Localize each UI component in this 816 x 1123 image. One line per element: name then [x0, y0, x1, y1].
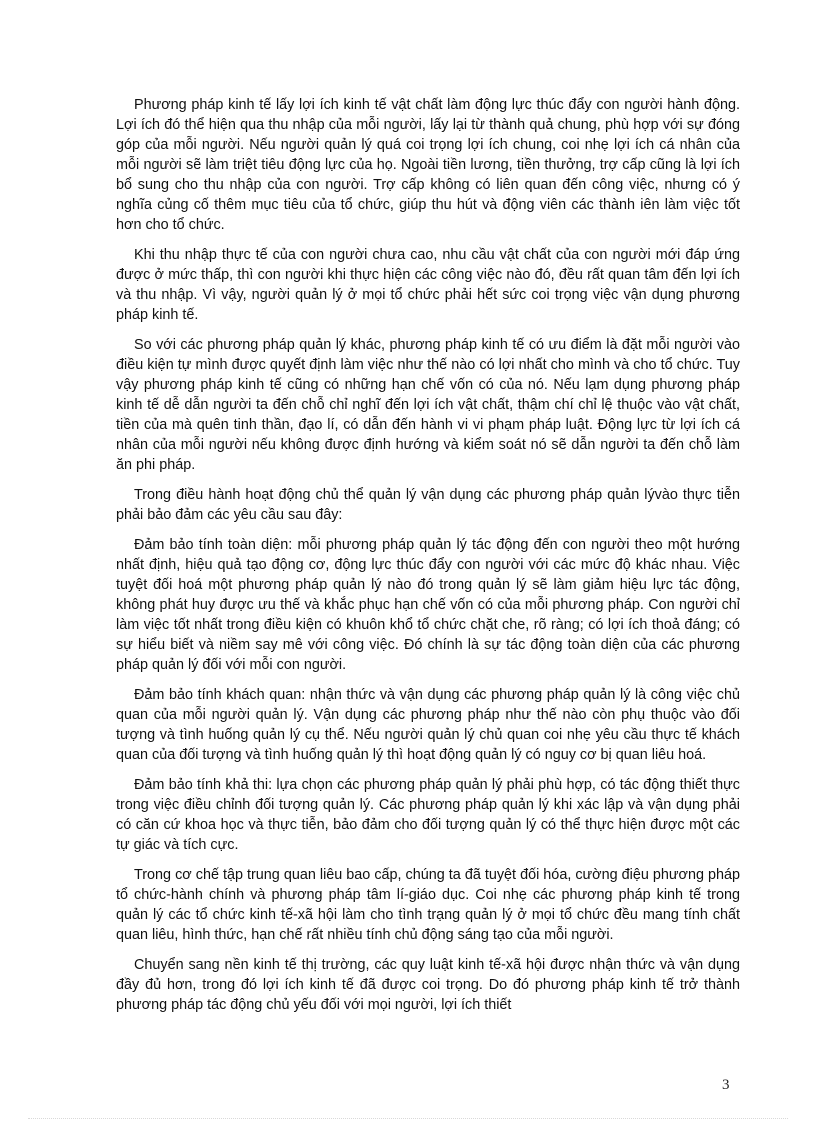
paragraph-objectivity: Đảm bảo tính khách quan: nhận thức và vận dụng các phương pháp quản lý là công việc chủ quan của mỗi người quản lý. Vận dụng các phương pháp như thế nào còn phụ thuộc vào đối tượng và tình huống quản lý cụ thể. Nếu người quản lý chủ quan coi nhẹ yêu cầu thực tế khách quan của đối tượng và tình huống quản lý thì hoạt động quản lý có nguy cơ bị quan liêu hoá. — [116, 687, 740, 763]
paragraph-real-income: Khi thu nhập thực tế của con người chưa cao, nhu cầu vật chất của con người mới đáp ứng được ở mức thấp, thì con người khi thực hiện các công việc nào đó, đều rất quan tâm đến lợi ích và thu nhập. Vì vậy, người quản lý ở mọi tổ chức phải hết sức coi trọng việc vận dụng phương pháp kinh tế. — [116, 247, 740, 323]
paragraph-feasibility: Đảm bảo tính khả thi: lựa chọn các phương pháp quản lý phải phù hợp, có tác động thiết thực trong việc điều chỉnh đối tượng quản lý. Các phương pháp quản lý khi xác lập và vận dụng phải có căn cứ khoa học và thực tiễn, bảo đảm cho đối tượng quản lý có thể thực hiện được một các tự giác và tích cực. — [116, 777, 740, 853]
paragraph-market-economy: Chuyển sang nền kinh tế thị trường, các quy luật kinh tế-xã hội được nhận thức và vận dụng đầy đủ hơn, trong đó lợi ích kinh tế đã được coi trọng. Do đó phương pháp kinh tế trở thành phương pháp tác động chủ yếu đối với mọi người, lợi ích thiết — [116, 957, 740, 1013]
paragraph-comprehensiveness: Đảm bảo tính toàn diện: mỗi phương pháp quản lý tác động đến con người theo một hướng nhất định, hiệu quả tạo động cơ, động lực thúc đẩy con người với các mức độ khác nhau. Việc tuyệt đối hoá một phương pháp quản lý nào đó trong quản lý sẽ làm giảm hiệu lực tác động, không phát huy được ưu thế và khắc phục hạn chế vốn có của mỗi phương pháp. Con người chỉ làm việc tốt nhất trong điều kiện có khuôn khổ tổ chức chặt che, rõ ràng; có lợi ích thoả đáng; có sự hiểu biết và niềm say mê với công việc. Đó chính là sự tác động toàn diện của các phương pháp quản lý đối với mỗi con người. — [116, 537, 740, 673]
paragraph-comparison: So với các phương pháp quản lý khác, phương pháp kinh tế có ưu điểm là đặt mỗi người vào điều kiện tự mình được quyết định làm việc như thế nào có lợi nhất cho mình và cho tổ chức. Tuy vậy phương pháp kinh tế cũng có những hạn chế vốn có của nó. Nếu lạm dụng phương pháp kinh tế dễ dẫn người ta đến chỗ chỉ nghĩ đến lợi ích vật chất, thậm chí chỉ lệ thuộc vào vật chất, tiền của mà quên tinh thần, đạo lí, có dẫn đến hành vi vi phạm pháp luật. Động lực từ lợi ích cá nhân của mỗi người nếu không được định hướng và kiểm soát nó sẽ dẫn người ta đến chỗ làm ăn phi pháp. — [116, 337, 740, 473]
page-number: 3 — [722, 1077, 730, 1093]
page-bottom-divider — [28, 1118, 788, 1119]
paragraph-centralized-mechanism: Trong cơ chế tập trung quan liêu bao cấp, chúng ta đã tuyệt đối hóa, cường điệu phương pháp tổ chức-hành chính và phương pháp tâm lí-giáo dục. Coi nhẹ các phương pháp kinh tế trong quản lý các tổ chức kinh tế-xã hội làm cho tình trạng quản lý ở mọi tổ chức đều mang tính chất quan liêu, hình thức, hạn chế rất nhiều tính chủ động sáng tạo của mỗi người. — [116, 867, 740, 943]
paragraph-requirements: Trong điều hành hoạt động chủ thể quản lý vận dụng các phương pháp quản lývào thực tiễn phải bảo đảm các yêu cầu sau đây: — [116, 487, 740, 523]
paragraph-economic-method: Phương pháp kinh tế lấy lợi ích kinh tế vật chất làm động lực thúc đẩy con người hành động. Lợi ích đó thể hiện qua thu nhập của mỗi người, lấy lại từ thành quả chung, phù hợp với sự đóng góp của mỗi người. Nếu người quản lý quá coi trọng lợi ích chung, coi nhẹ lợi ích cá nhân của mỗi người sẽ làm triệt tiêu động lực của họ. Ngoài tiền lương, tiền thưởng, trợ cấp cũng là lợi ích bổ sung cho thu nhập của con người. Trợ cấp không có liên quan đến công việc, nhưng có ý nghĩa củng cố thêm mục tiêu của tổ chức, giúp thu hút và động viên các thành iên làm việc tốt hơn cho tổ chức. — [116, 97, 740, 233]
body-text — [116, 95, 740, 1025]
